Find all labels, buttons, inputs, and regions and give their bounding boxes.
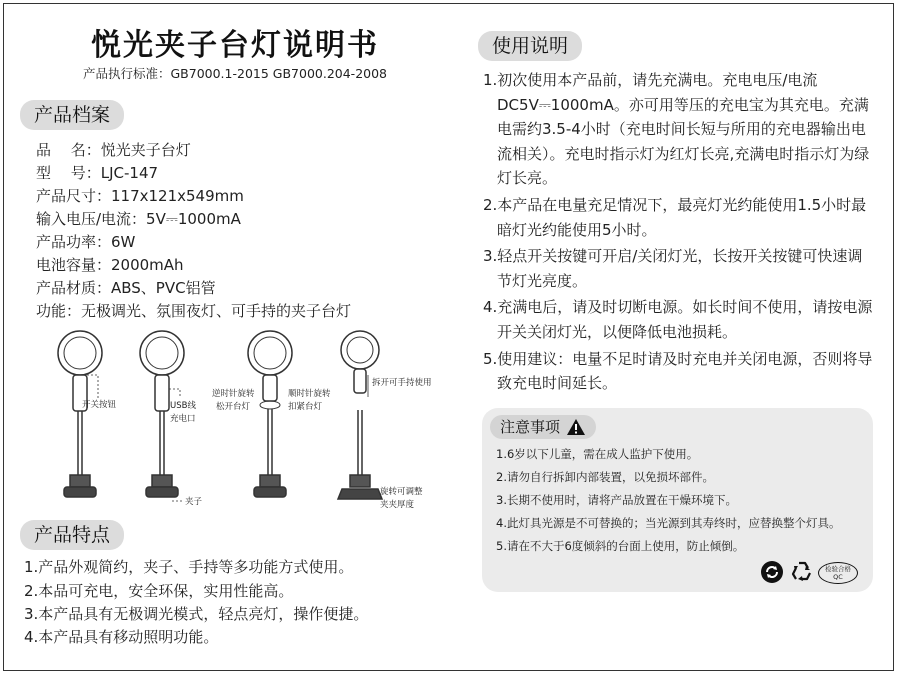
usage-heading: 使用说明 [478, 31, 582, 61]
label-adjust-line2: 夹夹厚度 [380, 500, 415, 510]
label-adjust-line1: 旋转可调整 [380, 487, 423, 497]
feature-item-3: 3.本产品具有无极调光模式，轻点亮灯，操作便捷。 [24, 605, 369, 623]
lamp-figure-1 [58, 331, 102, 497]
label-ccw-line2: 松开台灯 [216, 402, 251, 412]
spec-size: 产品尺寸：117x121x549mm [36, 187, 244, 205]
qc-passed-badge [818, 562, 858, 584]
label-usb-line2: 充电口 [170, 414, 196, 424]
qc-badge-text: 检验合格 [825, 565, 851, 573]
label-usb-line1: USB线 [170, 401, 196, 411]
notice-item-1: 1.6岁以下儿童，需在成人监护下使用。 [496, 447, 699, 461]
spec-function: 功能：无极调光、氛围夜灯、可手持的夹子台灯 [36, 302, 352, 320]
notice-item-2: 2.请勿自行拆卸内部装置，以免损坏部件。 [496, 470, 714, 484]
spec-model: 型 号：LJC-147 [36, 164, 159, 182]
lamp-figure-3 [248, 331, 292, 497]
notice-item-5: 5.请在不大于6度倾斜的台面上使用，防止倾倒。 [496, 539, 745, 553]
feature-item-4: 4.本产品具有移动照明功能。 [24, 628, 219, 646]
recycling-symbol-icon [789, 559, 815, 585]
feature-item-1: 1.产品外观简约，夹子、手持等多功能方式使用。 [24, 558, 354, 576]
usage-list [483, 68, 875, 398]
label-handheld: 拆开可手持使用 [372, 378, 432, 388]
recycle-arrows-icon [760, 560, 784, 584]
spec-material: 产品材质：ABS、PVC铝管 [36, 279, 216, 297]
label-ccw-line1: 逆时针旋转 [212, 389, 255, 399]
feature-item-2: 2.本品可充电，安全环保，实用性能高。 [24, 582, 294, 600]
notice-item-4: 4.此灯具光源是不可替换的；当光源到其寿终时，应替换整个灯具。 [496, 516, 841, 530]
lamp-figure-4 [338, 331, 382, 499]
usage-item-3: 3.轻点开关按键可开启/关闭灯光，长按开关按键可快速调节灯光亮度。 [483, 247, 863, 290]
label-cw-line1: 顺时针旋转 [288, 389, 331, 399]
spec-name: 品 名：悦光夹子台灯 [36, 141, 191, 159]
warning-icon [566, 418, 586, 436]
profile-heading: 产品档案 [20, 100, 124, 130]
notice-item-3: 3.长期不使用时，请将产品放置在干燥环境下。 [496, 493, 737, 507]
product-diagram [40, 325, 460, 520]
product-standard: 产品执行标准：GB7000.1-2015 GB7000.204-2008 [82, 66, 388, 81]
spec-battery: 电池容量：2000mAh [36, 256, 184, 274]
notice-heading-pill [490, 415, 596, 439]
spec-power: 产品功率：6W [36, 233, 136, 251]
usage-item-5: 5.使用建议：电量不足时请及时充电并关闭电源，否则将导致充电时间延长。 [483, 349, 873, 393]
usage-item-2: 2.本产品在电量充足情况下，最亮灯光约能使用1.5小时最暗灯光约能使用5小时。 [483, 195, 867, 239]
notice-heading: 注意事项 [500, 418, 561, 436]
usage-item-4: 4.充满电后，请及时切断电源。如长时间不使用，请按电源开关关闭灯光，以便降低电池损耗。 [483, 298, 873, 341]
label-cw-line2: 扣紧台灯 [288, 402, 323, 412]
page-title: 悦光夹子台灯说明书 [91, 28, 379, 63]
features-heading: 产品特点 [20, 520, 124, 550]
label-clip: 夹子 [185, 497, 203, 507]
usage-item-1: 1.初次使用本产品前，请先充满电。充电电压/电流DC5V⎓1000mA。亦可用等压的充电宝为其充电。充满电需约3.5-4小时（充电时间长短与所用的充电器输出电流相关）。充电时指示灯为红灯长亮,充满电时指示灯为绿灯长亮。 [483, 71, 870, 188]
label-switch-button: 开关按钮 [82, 400, 117, 410]
spec-input: 输入电压/电流：5V⎓1000mA [36, 210, 241, 228]
qc-badge-code: QC [833, 573, 843, 581]
